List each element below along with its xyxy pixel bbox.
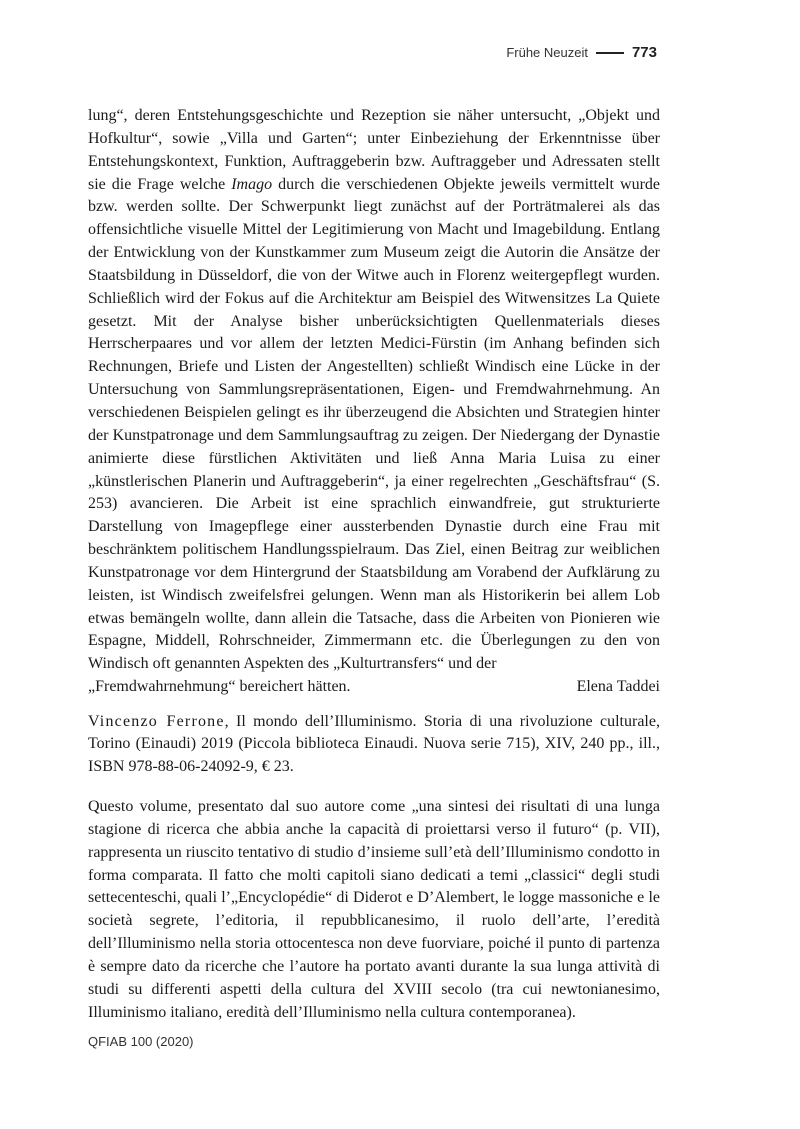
book-author: Vincenzo Ferrone	[88, 713, 225, 730]
review-new	[88, 796, 660, 1024]
page-number: 773	[631, 44, 657, 61]
header-rule	[596, 52, 624, 54]
review-closing-line	[88, 676, 660, 699]
review-italic-term: Imago	[231, 175, 273, 193]
review-text-part1: lung“, deren Entstehungsgeschichte und Rezeption sie näher untersucht, „Objekt und Hofkultur“, sowie „Villa und Garten“; unter Einbeziehung der Erkenntnisse über Entstehungskontext, Funktion, Auftraggeberin bzw. Auftraggeber und Adressaten stellt sie die Frage welche	[88, 107, 660, 193]
citation-details: , Il mondo dell’Illuminismo. Storia di una rivoluzione culturale, Torino (Einaudi) 2019 (Piccola biblioteca Einaudi. Nuova serie 715), XIV, 240 pp., ill., ISBN 978-88-06-24092-9, € 23.	[88, 713, 660, 775]
running-header	[506, 44, 657, 61]
review-last-line: „Fremdwahrnehmung“ bereichert hätten.	[88, 678, 351, 696]
review-text-part2: durch die verschiedenen Objekte jeweils vermittelt wurde bzw. werden sollte. Der Schwerpunkt liegt zunächst auf der Porträtmalerei als das offensichtliche visuelle Mittel der Legitimierung von Macht und Imagebildung. Entlang der Entwicklung von der Kunstkammer zum Museum zeigt die Autorin die Ansätze der Staatsbildung in Düsseldorf, die von der Witwe auch in Florenz weitergepflegt wurden. Schließlich wird der Fokus auf die Architektur am Beispiel des Witwensitzes La Quiete gesetzt. Mit der Analyse bisher unberücksichtigten Quellenmaterials dieses Herrscherpaares und vor allem der letzten Medici-Fürstin (im Anhang befinden sich Rechnungen, Briefe und Listen der Angestellten) schließt Windisch eine Lücke in der Untersuchung von Sammlungsrepräsentationen, Eigen- und Fremdwahrnehmung. An verschiedenen Beispielen gelingt es ihr überzeugend die Absichten und Strategien hinter der Kunstpatronage und dem Sammlungsauftrag zu zeigen. Der Niedergang der Dynastie animierte diese fürstlichen Aktivitäten und ließ Anna Maria Luisa zu einer „künstlerischen Planerin und Auftraggeberin“, ja einer regelrechten „Geschäftsfrau“ (S. 253) avancieren. Die Arbeit ist eine sprachlich einwandfreie, gut strukturierte Darstellung von Imagepflege einer aussterbenden Dynastie durch eine Frau mit beschränktem politischem Handlungsspielraum. Das Ziel, einen Beitrag zur weiblichen Kunstpatronage vor dem Hintergrund der Staatsbildung am Vorabend der Aufklärung zu leisten, ist Windisch zweifelsfrei gelungen. Wenn man als Historikerin bei allem Lob etwas bemängeln wollte, dann allein die Tatsache, dass die Arbeiten von Pionieren wie Espagne, Middell, Rohrschneider, Zimmermann etc. die Überlegungen zu den von Windisch oft genannten Aspekten des „Kulturtransfers“ und der	[88, 175, 660, 673]
page-footer: QFIAB 100 (2020)	[88, 1034, 194, 1049]
review-paragraph	[88, 105, 660, 676]
reviewer-name: Elena Taddei	[576, 678, 660, 696]
citation-paragraph	[88, 711, 660, 778]
section-title: Frühe Neuzeit	[506, 45, 588, 60]
book-citation	[88, 711, 660, 778]
review-continued	[88, 105, 660, 699]
review2-paragraph: Questo volume, presentato dal suo autore come „una sintesi dei risultati di una lunga stagione di ricerca che abbia anche la capacità di proiettarsi verso il futuro“ (p. VII), rappresenta un riuscito tentativo di studio d’insieme sull’età dell’Illuminismo condotto in forma comparata. Il fatto che molti capitoli siano dedicati a temi „classici“ degli studi settecenteschi, quali l’„Encyclopédie“ di Diderot e D’Alembert, le logge massoniche e le società segrete, l’editoria, il repubblicanesimo, il ruolo dell’arte, l’eredità dell’Illuminismo nella storia ottocentesca non deve fuorviare, poiché il punto di partenza è sempre dato da ricerche che l’autore ha portato avanti durante la sua lunga attività di studi su differenti aspetti della cultura del XVIII secolo (tra cui newtonianesimo, Illuminismo italiano, eredità dell’Illuminismo nella cultura contemporanea).	[88, 798, 660, 1021]
